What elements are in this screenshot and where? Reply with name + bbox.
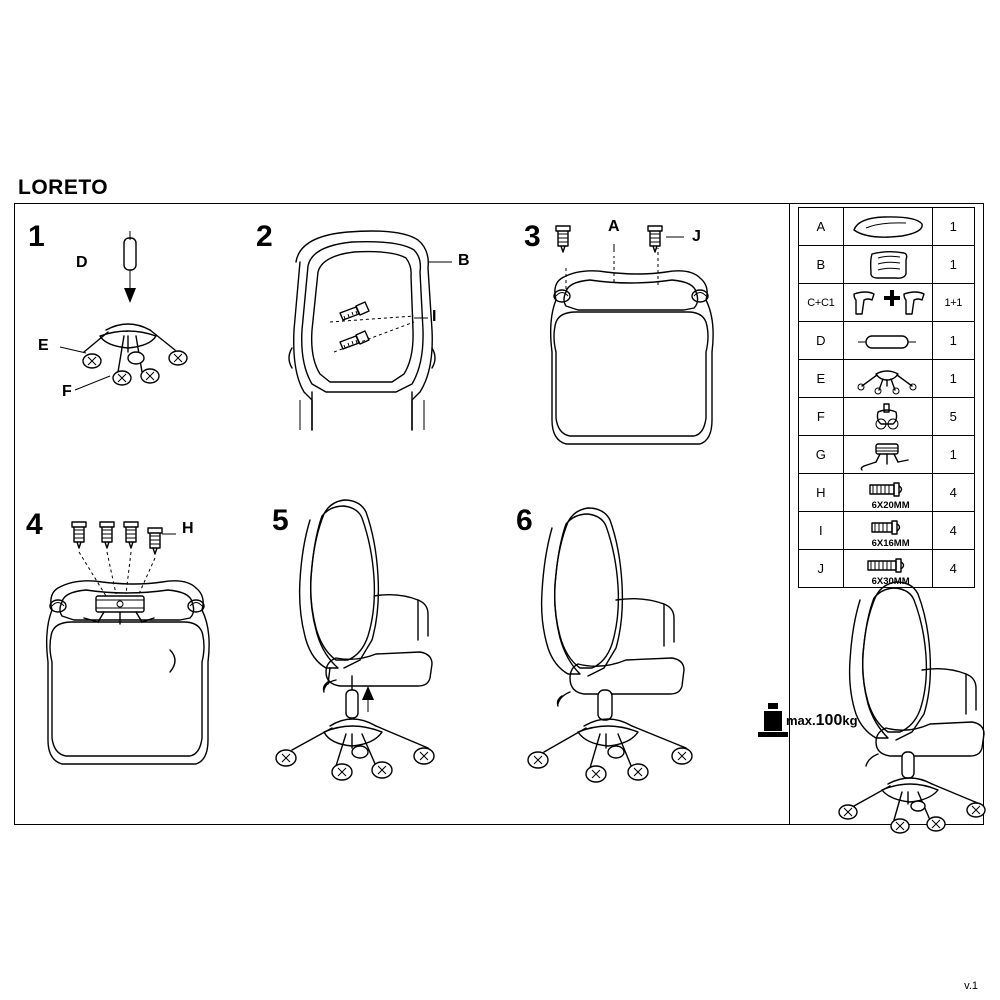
- part-code: G: [799, 436, 844, 474]
- part-icon-five-star-base: [843, 360, 932, 398]
- part-icon-gas-lift-cylinder: [843, 322, 932, 360]
- step-number-3: 3: [524, 220, 541, 253]
- step3-label-A: A: [608, 218, 620, 235]
- step2-label-I: I: [432, 308, 437, 325]
- table-row: [799, 208, 975, 246]
- page-title: LORETO: [18, 176, 109, 199]
- part-size: 6X30MM: [871, 576, 910, 587]
- version-label: v.1: [964, 980, 978, 992]
- max-load-unit: kg: [842, 713, 858, 728]
- part-qty: 4: [932, 550, 974, 588]
- part-icon-headrest-pad: [843, 208, 932, 246]
- part-icon-tilt-mechanism: [843, 436, 932, 474]
- part-qty: 1: [932, 322, 974, 360]
- part-icon-bolt: [843, 550, 932, 588]
- part-code: J: [799, 550, 844, 588]
- max-load-note: [786, 712, 858, 730]
- table-row: [799, 322, 975, 360]
- part-qty: 1: [932, 208, 974, 246]
- step-number-1: 1: [28, 220, 45, 253]
- step-number-5: 5: [272, 504, 289, 537]
- parts-table: [798, 207, 975, 588]
- max-load-value: 100: [815, 712, 843, 729]
- step-number-4: 4: [26, 508, 43, 541]
- part-qty: 1: [932, 246, 974, 284]
- part-size: 6X16MM: [871, 538, 910, 549]
- step1-label-F: F: [62, 383, 72, 400]
- max-load-prefix: max.: [786, 713, 816, 728]
- table-row: [799, 284, 975, 322]
- part-size: 6X20MM: [871, 500, 910, 511]
- table-row: [799, 398, 975, 436]
- step2-label-B: B: [458, 252, 470, 269]
- part-qty: 1: [932, 436, 974, 474]
- part-icon-caster-wheel: [843, 398, 932, 436]
- part-qty: 4: [932, 512, 974, 550]
- part-code: I: [799, 512, 844, 550]
- table-row: [799, 246, 975, 284]
- part-icon-armrest-pair: [843, 284, 932, 322]
- step1-label-D: D: [76, 254, 88, 271]
- part-code: B: [799, 246, 844, 284]
- table-row: [799, 550, 975, 588]
- table-row: [799, 512, 975, 550]
- part-code: E: [799, 360, 844, 398]
- part-code: A: [799, 208, 844, 246]
- step-number-2: 2: [256, 220, 273, 253]
- part-icon-backrest-frame: [843, 246, 932, 284]
- part-icon-bolt: [843, 474, 932, 512]
- step-number-6: 6: [516, 504, 533, 537]
- part-code: C+C1: [799, 284, 844, 322]
- step1-label-E: E: [38, 337, 49, 354]
- table-divider: [789, 203, 790, 825]
- table-row: [799, 360, 975, 398]
- part-code: H: [799, 474, 844, 512]
- table-row: [799, 436, 975, 474]
- part-qty: 4: [932, 474, 974, 512]
- step4-label-H: H: [182, 520, 194, 537]
- table-row: [799, 474, 975, 512]
- part-qty: 5: [932, 398, 974, 436]
- part-icon-bolt: [843, 512, 932, 550]
- part-code: D: [799, 322, 844, 360]
- part-qty: 1: [932, 360, 974, 398]
- step3-label-J: J: [692, 228, 701, 245]
- part-qty: 1+1: [932, 284, 974, 322]
- part-code: F: [799, 398, 844, 436]
